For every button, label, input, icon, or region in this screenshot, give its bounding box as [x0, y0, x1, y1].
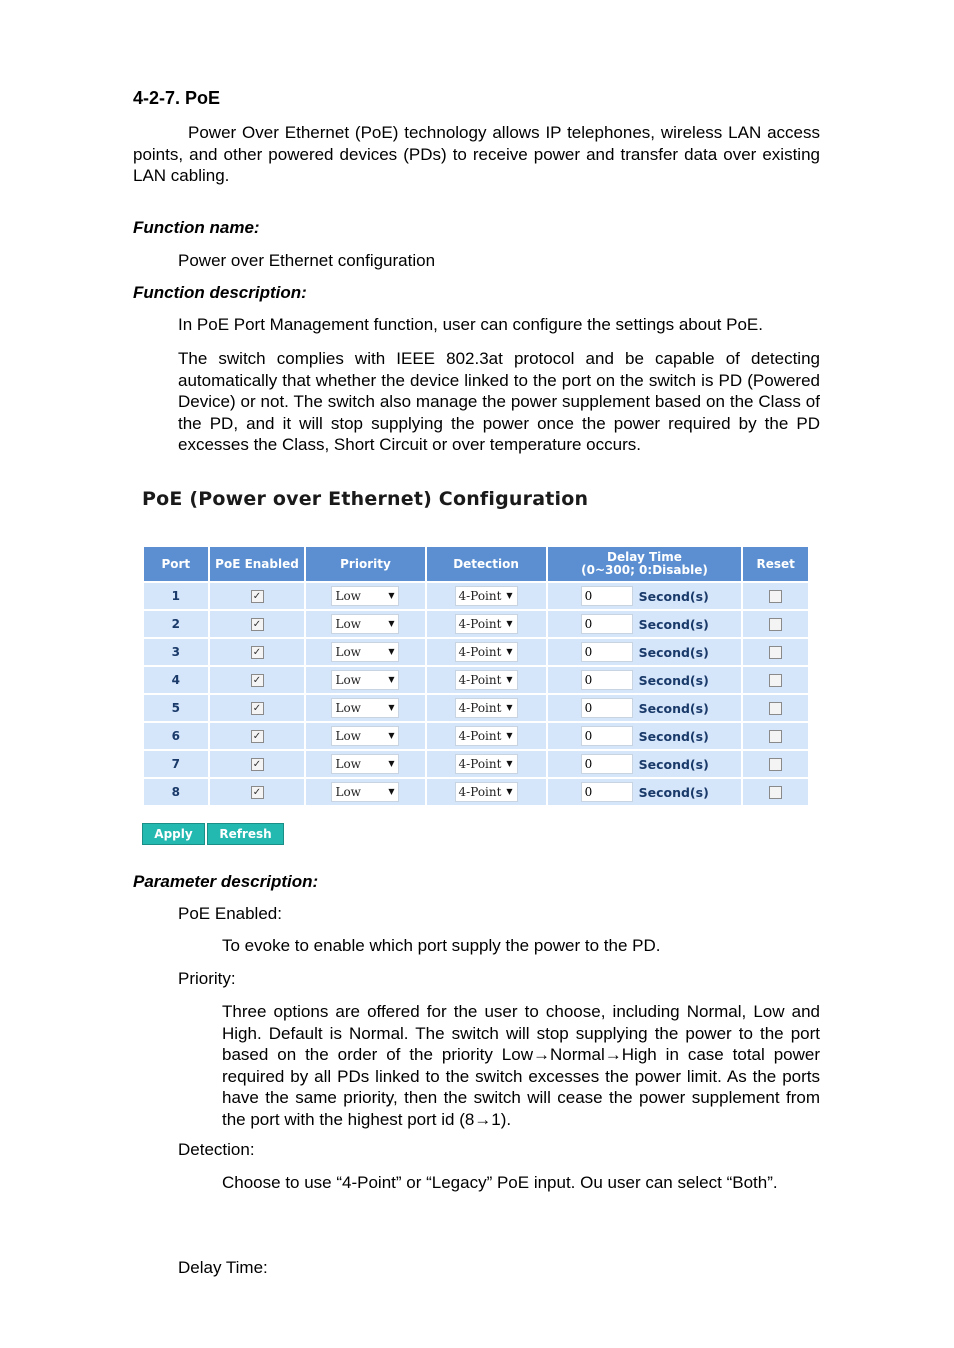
reset-cell — [743, 779, 808, 805]
priority-value: Low — [335, 701, 361, 715]
dropdown-arrow-icon: ▼ — [388, 591, 395, 600]
detection-value: 4-Point — [458, 729, 502, 743]
reset-checkbox[interactable] — [769, 758, 782, 771]
dropdown-arrow-icon: ▼ — [388, 703, 395, 712]
reset-checkbox[interactable] — [769, 674, 782, 687]
col-port: Port — [144, 547, 208, 581]
priority-cell — [306, 667, 424, 693]
poe-enabled-checkbox[interactable]: ✓ — [251, 786, 264, 799]
dropdown-arrow-icon: ▼ — [388, 647, 395, 656]
detection-cell — [427, 611, 546, 637]
detection-select[interactable] — [455, 698, 518, 718]
poe-enabled-cell — [210, 779, 305, 805]
priority-cell — [306, 583, 424, 609]
col-reset: Reset — [743, 547, 808, 581]
intro-paragraph: Power Over Ethernet (PoE) technology allows IP telephones, wireless LAN access points, and other powered devices (PDs) to receive power and transfer data over existing LAN cabling. — [133, 123, 820, 185]
port-cell: 1 — [144, 583, 208, 609]
delay-unit: Second(s) — [638, 672, 709, 688]
reset-cell — [743, 583, 808, 609]
detection-value: 4-Point — [458, 701, 502, 715]
poe-enabled-cell — [210, 611, 305, 637]
detection-select[interactable] — [455, 586, 518, 606]
priority-select[interactable] — [331, 754, 399, 774]
reset-cell — [743, 667, 808, 693]
table-header-row — [144, 547, 808, 581]
delay-time-input[interactable]: 0 — [581, 586, 633, 606]
dropdown-arrow-icon: ▼ — [506, 647, 513, 656]
col-priority: Priority — [306, 547, 424, 581]
table-row — [144, 611, 808, 637]
priority-value: Low — [335, 589, 361, 603]
delay-time-input[interactable]: 0 — [581, 614, 633, 634]
table-row — [144, 639, 808, 665]
reset-cell — [743, 611, 808, 637]
port-cell: 2 — [144, 611, 208, 637]
port-cell: 5 — [144, 695, 208, 721]
reset-checkbox[interactable] — [769, 590, 782, 603]
poe-enabled-checkbox[interactable]: ✓ — [251, 646, 264, 659]
priority-select[interactable] — [331, 586, 399, 606]
detection-value: 4-Point — [458, 757, 502, 771]
delay-cell — [548, 583, 742, 609]
parameter-description-label: Parameter description: — [133, 872, 319, 891]
dropdown-arrow-icon: ▼ — [388, 619, 395, 628]
reset-checkbox[interactable] — [769, 702, 782, 715]
table-row — [144, 667, 808, 693]
priority-select[interactable] — [331, 614, 399, 634]
reset-cell — [743, 695, 808, 721]
poe-enabled-checkbox[interactable]: ✓ — [251, 702, 264, 715]
dropdown-arrow-icon: ▼ — [388, 787, 395, 796]
poe-enabled-cell — [210, 639, 305, 665]
priority-value: Low — [335, 673, 361, 687]
col-detection: Detection — [427, 547, 546, 581]
detection-cell — [427, 695, 546, 721]
detection-label: Detection: — [178, 1140, 255, 1159]
reset-cell — [743, 751, 808, 777]
dropdown-arrow-icon: ▼ — [388, 759, 395, 768]
priority-select[interactable] — [331, 726, 399, 746]
poe-enabled-cell — [210, 583, 305, 609]
delay-cell — [548, 723, 742, 749]
reset-checkbox[interactable] — [769, 786, 782, 799]
reset-checkbox[interactable] — [769, 730, 782, 743]
port-cell: 6 — [144, 723, 208, 749]
config-title: PoE (Power over Ethernet) Configuration — [142, 488, 589, 510]
delay-cell — [548, 667, 742, 693]
poe-config-table — [142, 545, 810, 807]
reset-cell — [743, 639, 808, 665]
delay-unit: Second(s) — [638, 728, 709, 744]
delay-cell — [548, 779, 742, 805]
priority-description: Three options are offered for the user to choose, including Normal, Low and High. Default is Normal. The switch will stop supplying the power to the port based on the order of the priority Low→Normal→High in case total power required by all PDs linked to the switch excesses the power limit. As the ports have the same priority, then the switch will cease the power supplement from the port with the highest port id (8→1). — [222, 1002, 820, 1129]
detection-select[interactable] — [455, 726, 518, 746]
function-description-label: Function description: — [133, 283, 307, 302]
priority-cell — [306, 611, 424, 637]
delay-time-label: Delay Time: — [178, 1258, 268, 1277]
poe-enabled-checkbox[interactable]: ✓ — [251, 674, 264, 687]
detection-value: 4-Point — [458, 785, 502, 799]
table-body — [144, 583, 808, 805]
dropdown-arrow-icon: ▼ — [388, 675, 395, 684]
port-cell: 8 — [144, 779, 208, 805]
detection-cell — [427, 779, 546, 805]
detection-cell — [427, 751, 546, 777]
function-description-1: In PoE Port Management function, user can configure the settings about PoE. — [178, 315, 763, 334]
delay-cell — [548, 639, 742, 665]
poe-enabled-checkbox[interactable]: ✓ — [251, 590, 264, 603]
detection-cell — [427, 583, 546, 609]
detection-value: 4-Point — [458, 589, 502, 603]
dropdown-arrow-icon: ▼ — [506, 787, 513, 796]
priority-value: Low — [335, 645, 361, 659]
table-row — [144, 695, 808, 721]
reset-cell — [743, 723, 808, 749]
poe-enabled-description: To evoke to enable which port supply the power to the PD. — [222, 936, 661, 955]
delay-unit: Second(s) — [638, 700, 709, 716]
priority-select[interactable] — [331, 782, 399, 802]
poe-enabled-checkbox[interactable]: ✓ — [251, 618, 264, 631]
priority-select[interactable] — [331, 698, 399, 718]
detection-select[interactable] — [455, 754, 518, 774]
delay-time-input[interactable]: 0 — [581, 698, 633, 718]
dropdown-arrow-icon: ▼ — [506, 731, 513, 740]
port-cell: 3 — [144, 639, 208, 665]
delay-unit: Second(s) — [638, 588, 709, 604]
delay-cell — [548, 611, 742, 637]
reset-checkbox[interactable] — [769, 618, 782, 631]
poe-enabled-checkbox[interactable]: ✓ — [251, 758, 264, 771]
dropdown-arrow-icon: ▼ — [506, 591, 513, 600]
table-row — [144, 583, 808, 609]
priority-cell — [306, 723, 424, 749]
dropdown-arrow-icon: ▼ — [506, 703, 513, 712]
col-delay-time — [548, 547, 742, 581]
refresh-button[interactable]: Refresh — [207, 823, 284, 845]
poe-enabled-label: PoE Enabled: — [178, 904, 282, 923]
priority-cell — [306, 779, 424, 805]
priority-value: Low — [335, 785, 361, 799]
delay-unit: Second(s) — [638, 616, 709, 632]
priority-select[interactable] — [331, 670, 399, 690]
function-name-label: Function name: — [133, 218, 260, 237]
detection-description: Choose to use “4-Point” or “Legacy” PoE input. Ou user can select “Both”. — [222, 1173, 778, 1192]
delay-time-input[interactable]: 0 — [581, 726, 633, 746]
priority-label: Priority: — [178, 969, 236, 988]
dropdown-arrow-icon: ▼ — [506, 619, 513, 628]
detection-value: 4-Point — [458, 617, 502, 631]
section-heading: 4-2-7. PoE — [133, 88, 221, 108]
detection-value: 4-Point — [458, 645, 502, 659]
detection-cell — [427, 639, 546, 665]
poe-enabled-cell — [210, 695, 305, 721]
delay-time-input[interactable]: 0 — [581, 782, 633, 802]
poe-enabled-cell — [210, 723, 305, 749]
table-row — [144, 723, 808, 749]
priority-select[interactable] — [331, 642, 399, 662]
delay-cell — [548, 695, 742, 721]
table-row — [144, 779, 808, 805]
delay-time-input[interactable]: 0 — [581, 670, 633, 690]
delay-time-input[interactable]: 0 — [581, 642, 633, 662]
delay-cell — [548, 751, 742, 777]
dropdown-arrow-icon: ▼ — [506, 759, 513, 768]
delay-time-input[interactable]: 0 — [581, 754, 633, 774]
detection-cell — [427, 723, 546, 749]
delay-unit: Second(s) — [638, 784, 709, 800]
detection-select[interactable] — [455, 670, 518, 690]
delay-unit: Second(s) — [638, 644, 709, 660]
poe-enabled-cell — [210, 751, 305, 777]
function-name: Power over Ethernet configuration — [178, 251, 436, 270]
detection-cell — [427, 667, 546, 693]
detection-select[interactable] — [455, 642, 518, 662]
priority-value: Low — [335, 757, 361, 771]
detection-select[interactable] — [455, 782, 518, 802]
port-cell: 7 — [144, 751, 208, 777]
detection-value: 4-Point — [458, 673, 502, 687]
poe-enabled-checkbox[interactable]: ✓ — [251, 730, 264, 743]
priority-cell — [306, 639, 424, 665]
col-delay-time-range: (0~300; 0:Disable) — [581, 563, 708, 577]
delay-unit: Second(s) — [638, 756, 709, 772]
priority-cell — [306, 751, 424, 777]
priority-value: Low — [335, 729, 361, 743]
reset-checkbox[interactable] — [769, 646, 782, 659]
dropdown-arrow-icon: ▼ — [506, 675, 513, 684]
poe-enabled-cell — [210, 667, 305, 693]
priority-cell — [306, 695, 424, 721]
col-delay-time-label: Delay Time — [607, 550, 682, 564]
detection-select[interactable] — [455, 614, 518, 634]
priority-value: Low — [335, 617, 361, 631]
apply-button[interactable]: Apply — [142, 823, 205, 845]
port-cell: 4 — [144, 667, 208, 693]
col-poe-enabled: PoE Enabled — [210, 547, 305, 581]
function-description-2: The switch complies with IEEE 802.3at protocol and be capable of detecting automatically that whether the device linked to the port on the switch is PD (Powered Device) or not. The switch also manage the power supplement based on the Class of the PD, and it will stop supplying the power once the power required by the PD excesses the Class, Short Circuit or over temperature occurs. — [178, 349, 820, 454]
dropdown-arrow-icon: ▼ — [388, 731, 395, 740]
table-row — [144, 751, 808, 777]
